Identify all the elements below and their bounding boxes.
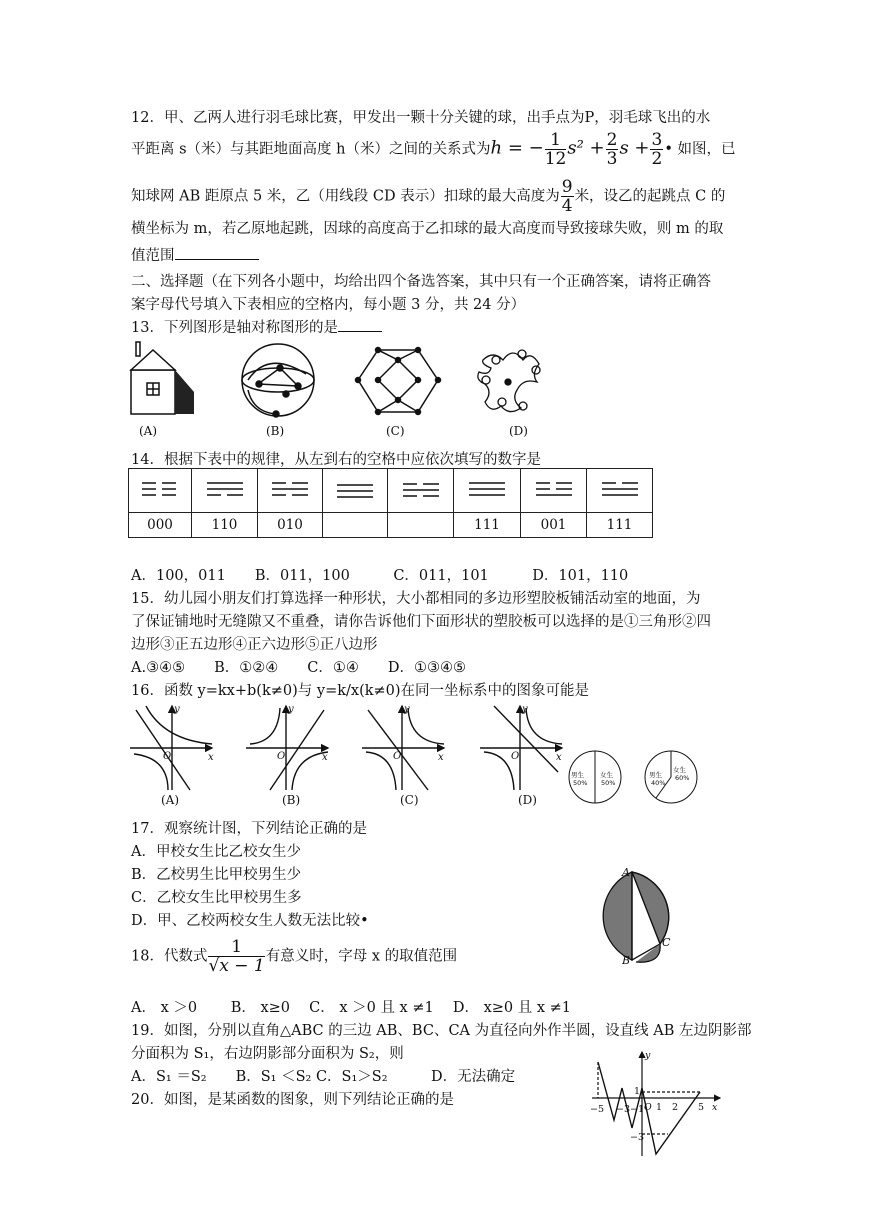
school-pie-charts	[565, 750, 699, 806]
q12-frac-9-4: $\frac{9}{4}$	[561, 177, 573, 216]
trigram-cell	[587, 469, 653, 513]
q18-post: 有意义时，字母 x 的取值范围	[265, 948, 458, 965]
q17-text: 17．观察统计图，下列结论正确的是	[131, 821, 367, 837]
origin-label: O	[511, 751, 520, 762]
tick-y-label: 1	[634, 1086, 641, 1097]
q16-label-a: (A)	[161, 793, 180, 807]
hexagon-figure	[356, 348, 441, 415]
q13-label-b: (B)	[266, 424, 285, 438]
q14-options: A．100，011 B．011，100 C．011，101 D．101，110	[131, 568, 629, 584]
trigram-cell	[388, 469, 454, 513]
q12-line2-post: • 如图，已	[664, 141, 736, 158]
tick-x-label: −3	[616, 1104, 631, 1115]
axis-x-label: x	[322, 752, 328, 763]
origin-label: O	[277, 751, 286, 762]
q15-line3: 边形③正五边形④正六边形⑤正八边形	[131, 637, 378, 653]
q12-line5	[131, 244, 259, 265]
tick-y-label: −3	[630, 1132, 645, 1143]
code-cell: 111	[587, 513, 653, 538]
q12-line3-pre: 知球网 AB 距原点 5 米，乙（用线段 CD 表示）扣球的最大高度为	[131, 188, 560, 205]
axis-y-label: y	[404, 704, 410, 715]
section2-line1: 二、选择题（在下列各小题中，均给出四个备选答案，其中只有一个正确答案，请将正确答	[131, 274, 711, 290]
axis-x-label: x	[712, 1102, 718, 1113]
q13-label-d: (D)	[509, 424, 528, 438]
q16-text: 16．函数 y=kx+b(k≠0)与 y=k/x(k≠0)在同一坐标系中的图象可能是	[131, 683, 590, 699]
q12-line1: 12．甲、乙两人进行羽毛球比赛，甲发出一颗十分关键的球，出手点为P，羽毛球飞出的水	[131, 110, 711, 126]
code-cell-blank[interactable]	[323, 513, 388, 538]
trigram-cell	[454, 469, 521, 513]
q15-line2: 了保证铺地时无缝隙又不重叠，请你告诉他们下面形状的塑胶板可以选择的是①三角形②四	[131, 614, 711, 630]
q12-frac-3-2: $\frac{3}{2}$	[651, 130, 663, 169]
tick-x-label: 5	[698, 1102, 705, 1113]
q18-pre: 18．代数式	[131, 948, 208, 965]
q14-table	[128, 468, 653, 538]
trigram-cell	[129, 469, 192, 513]
q13-text	[131, 316, 382, 337]
house-figure	[131, 342, 194, 414]
q19-options: A．S₁ ＝S₂ B．S₁ ＜S₂ C．S₁＞S₂ D．无法确定	[131, 1069, 516, 1085]
q12-formula-s: s +	[619, 137, 650, 159]
q12-line4: 横坐标为 m，若乙原地起跳，因球的高度高于乙扣球的最大高度而导致接球失败，则 m 的取	[131, 221, 724, 237]
code-cell: 000	[129, 513, 192, 538]
q13-figures	[128, 340, 558, 440]
q12-line5-text: 值范围	[131, 248, 175, 264]
q12-line2-pre: 平距离 s（米）与其距地面高度 h（米）之间的关系式为	[131, 141, 491, 158]
axis-y-label: y	[288, 704, 294, 715]
q13-label-c: (C)	[386, 424, 405, 438]
axis-x-label: x	[438, 752, 444, 763]
pie-left-girls-pct: 50%	[601, 779, 616, 787]
pie-left-girls-label: 女生	[600, 771, 613, 779]
q19-line1: 19．如图，分别以直角△ABC 的三边 AB、BC、CA 为直径向外作半圆，设直线 AB 左边阴影部	[131, 1023, 752, 1039]
trigram-cell	[258, 469, 323, 513]
code-row	[129, 513, 653, 538]
fractal-figure	[478, 350, 540, 412]
vertex-a-label: A	[622, 866, 630, 879]
q13-label-a: (A)	[139, 424, 158, 438]
vertex-c-label: C	[662, 936, 671, 949]
code-cell: 111	[454, 513, 521, 538]
pie-left-boys-pct: 50%	[573, 779, 588, 787]
axis-y-label: y	[645, 1050, 651, 1061]
pie-right-boys-label: 男生	[649, 771, 662, 779]
function-graph	[588, 1048, 728, 1160]
q12-line2	[131, 131, 735, 168]
q19-line2: 分面积为 S₁，右边阴影部分面积为 S₂，则	[131, 1046, 404, 1062]
sphere-figure	[242, 344, 314, 417]
q20-text: 20．如图，是某函数的图象，则下列结论正确的是	[131, 1092, 454, 1108]
q17-option-b: B．乙校男生比甲校男生少	[131, 867, 302, 883]
trigram-cell	[192, 469, 258, 513]
tick-x-label: 2	[672, 1102, 679, 1113]
tick-x-label: −5	[590, 1104, 605, 1115]
code-cell: 010	[258, 513, 323, 538]
tick-x-label: 1	[656, 1102, 663, 1113]
answer-blank[interactable]	[338, 317, 382, 332]
q12-formula-h: h = −	[490, 137, 544, 159]
axis-y-label: y	[522, 704, 528, 715]
q18-options: A． x ＞0 B． x≥0 C． x ＞0 且 x ≠1 D． x≥0 且 x ≠1	[131, 1000, 571, 1016]
pie-right-boys-pct: 40%	[651, 779, 666, 787]
origin-label: O	[163, 751, 172, 762]
tick-x-label: −1	[630, 1104, 645, 1115]
pie-right-girls-pct: 60%	[675, 774, 690, 782]
q14-text: 14．根据下表中的规律，从左到右的空格中应依次填写的数字是	[131, 452, 541, 468]
q12-line3	[131, 178, 725, 215]
pie-left-boys-label: 男生	[571, 771, 584, 779]
code-cell-blank[interactable]	[388, 513, 454, 538]
code-cell: 001	[521, 513, 587, 538]
q15-line1: 15．幼儿园小朋友们打算选择一种形状，大小都相同的多边形塑胶板铺活动室的地面，为	[131, 591, 701, 607]
q17-option-c: C．乙校女生比甲校男生多	[131, 890, 302, 906]
vertex-b-label: B	[622, 954, 631, 967]
trigram-cell	[323, 469, 388, 513]
answer-blank[interactable]	[175, 245, 259, 260]
q16-label-c: (C)	[400, 793, 419, 807]
section2-line2: 案字母代号填入下表相应的空格内，每小题 3 分，共 24 分）	[131, 297, 526, 313]
axis-x-label: x	[556, 752, 562, 763]
axis-x-label: x	[208, 752, 214, 763]
q18-fraction: $\frac{1}{√x - 1}$	[208, 937, 265, 976]
pie-right-girls-label: 女生	[673, 766, 686, 774]
trigram-cell	[521, 469, 587, 513]
q12-frac-2-3: $\frac{2}{3}$	[606, 130, 618, 169]
q15-options: A.③④⑤ B．①②④ C．①④ D．①③④⑤	[131, 660, 466, 676]
q16-label-b: (B)	[282, 793, 301, 807]
q17-option-d: D．甲、乙校两校女生人数无法比较•	[131, 913, 369, 929]
axis-y-label: y	[174, 704, 180, 715]
semicircle-figure	[590, 864, 690, 970]
q12-line3-post: 米，设乙的起跳点 C 的	[574, 188, 726, 205]
q13-stem: 13．下列图形是轴对称图形的是	[131, 320, 338, 336]
q16-graphs	[128, 702, 568, 794]
trigram-row	[129, 469, 653, 513]
origin-label: O	[393, 751, 402, 762]
code-cell: 110	[192, 513, 258, 538]
q17-option-a: A．甲校女生比乙校女生少	[131, 844, 301, 860]
q12-frac-1-12: $\frac{1}{12}$	[544, 130, 567, 169]
q16-label-d: (D)	[518, 793, 537, 807]
q12-formula-s2: s² +	[567, 137, 605, 159]
origin-label: O	[644, 1102, 652, 1113]
q18-text	[131, 938, 457, 975]
